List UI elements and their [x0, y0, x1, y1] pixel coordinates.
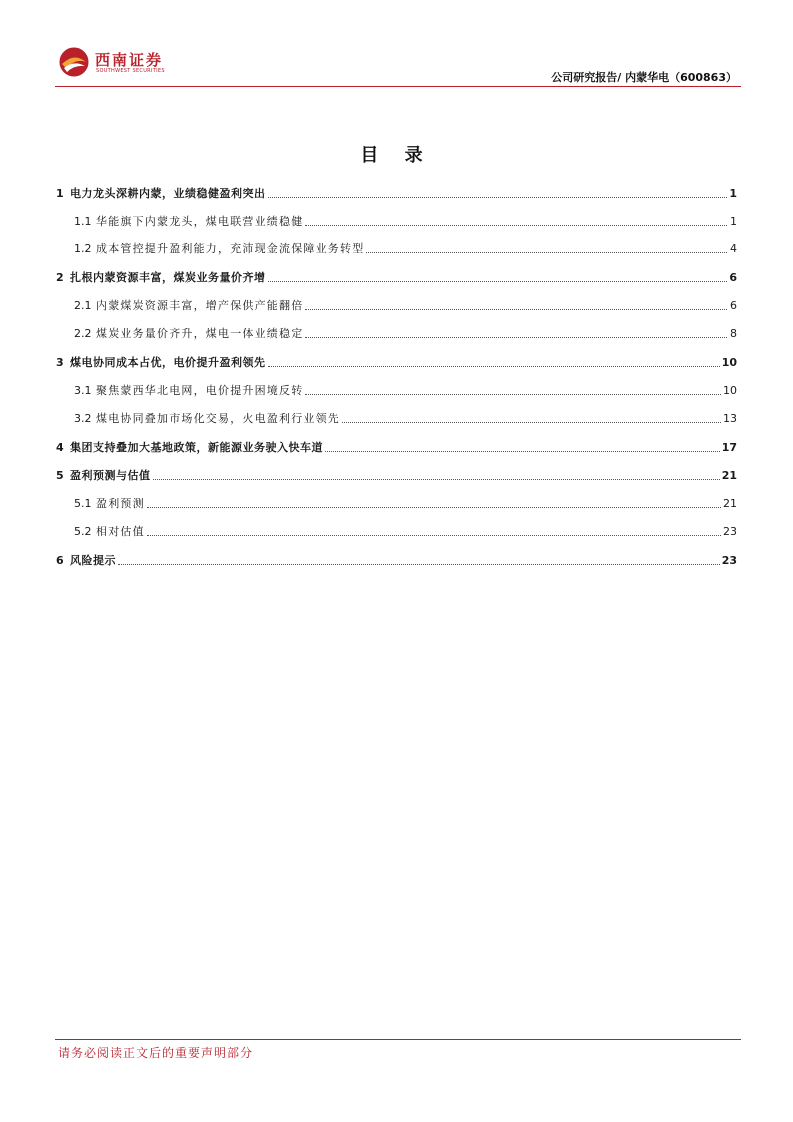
toc-entry-page: 6: [730, 299, 737, 312]
page-header: [0, 0, 793, 90]
toc-entry[interactable]: [56, 382, 737, 398]
toc-entry-page: 4: [730, 242, 737, 255]
toc-heading: 目 录: [360, 145, 433, 166]
toc-dot-leader: [268, 280, 728, 282]
toc-dot-leader: [342, 421, 721, 423]
toc-entry-page: 10: [721, 356, 737, 369]
brand-logo-icon: [58, 46, 90, 78]
toc-entry-title: 相对估值: [96, 525, 145, 538]
toc-entry-title: 聚焦蒙西华北电网，电价提升困境反转: [96, 384, 304, 397]
toc-entry-title: 盈利预测: [96, 497, 145, 510]
toc-entry-number: 5.2: [74, 525, 92, 538]
toc-dot-leader: [147, 534, 721, 536]
toc-entry-title: 盈利预测与估值: [70, 469, 151, 482]
toc-entry-page: 21: [721, 469, 737, 482]
toc-entry-number: 6: [56, 554, 64, 567]
toc-entry-title: 华能旗下内蒙龙头，煤电联营业绩稳健: [96, 215, 304, 228]
toc-entry-page: 23: [721, 554, 737, 567]
brand-name-en: SOUTHWEST SECURITIES: [96, 68, 165, 74]
toc-dot-leader: [305, 308, 727, 310]
toc-dot-leader: [305, 393, 721, 395]
toc-entry-page: 10: [723, 384, 737, 397]
toc-entry-number: 2: [56, 271, 64, 284]
brand-name-cn: 西南证券: [95, 51, 164, 69]
toc-entry-title: 电力龙头深耕内蒙，业绩稳健盈利突出: [70, 187, 266, 200]
toc-entry[interactable]: [56, 240, 737, 256]
toc-entry-title: 风险提示: [70, 554, 116, 567]
toc-dot-leader: [147, 506, 721, 508]
toc-entry-title: 内蒙煤炭资源丰富，增产保供产能翻倍: [96, 299, 304, 312]
toc-dot-leader: [268, 365, 720, 367]
toc-dot-leader: [118, 563, 720, 565]
toc-entry-number: 4: [56, 441, 64, 454]
toc-entry-number: 1.1: [74, 215, 92, 228]
brand-logo: [58, 46, 168, 80]
toc-entry-title: 成本管控提升盈利能力，充沛现金流保障业务转型: [96, 242, 365, 255]
report-title: 公司研究报告/ 内蒙华电（600863）: [551, 71, 737, 84]
toc-entry-title: 煤炭业务量价齐升，煤电一体业绩稳定: [96, 327, 304, 340]
toc-entry[interactable]: [56, 354, 737, 370]
toc-entry-title: 扎根内蒙资源丰富，煤炭业务量价齐增: [70, 271, 266, 284]
toc-entry-title: 煤电协同叠加市场化交易，火电盈利行业领先: [96, 412, 340, 425]
toc-entry[interactable]: [56, 552, 737, 568]
toc-dot-leader: [153, 478, 720, 480]
toc-dot-leader: [268, 196, 728, 198]
toc-entry-title: 煤电协同成本占优，电价提升盈利领先: [70, 356, 266, 369]
toc-entry[interactable]: [56, 467, 737, 483]
footer-divider: [55, 1039, 741, 1040]
toc-entry-page: 21: [723, 497, 737, 510]
toc-entry-number: 5: [56, 469, 64, 482]
toc-entry-title: 集团支持叠加大基地政策，新能源业务驶入快车道: [70, 441, 323, 454]
toc-entry-number: 3.1: [74, 384, 92, 397]
toc-entry-page: 1: [730, 215, 737, 228]
toc-entry[interactable]: [56, 213, 737, 229]
toc-entry-page: 23: [723, 525, 737, 538]
toc-entry-number: 2.2: [74, 327, 92, 340]
toc-entry-number: 3.2: [74, 412, 92, 425]
toc-entry-number: 2.1: [74, 299, 92, 312]
toc-entry-page: 6: [729, 271, 737, 284]
toc-entry[interactable]: [56, 439, 737, 455]
toc-dot-leader: [325, 450, 720, 452]
toc-entry[interactable]: [56, 325, 737, 341]
toc-entry-page: 17: [721, 441, 737, 454]
toc-entry-number: 3: [56, 356, 64, 369]
toc-entry-number: 1.2: [74, 242, 92, 255]
toc-entry-number: 5.1: [74, 497, 92, 510]
toc-entry-page: 1: [729, 187, 737, 200]
toc-entry[interactable]: [56, 269, 737, 285]
toc-entry[interactable]: [56, 185, 737, 201]
toc-entry[interactable]: [56, 523, 737, 539]
toc-entry-page: 13: [723, 412, 737, 425]
toc-entry[interactable]: [56, 297, 737, 313]
header-divider: [55, 86, 741, 87]
toc-entry[interactable]: [56, 410, 737, 426]
toc-entry-number: 1: [56, 187, 64, 200]
toc-dot-leader: [366, 251, 727, 253]
toc-dot-leader: [305, 336, 727, 338]
footer-notice: 请务必阅读正文后的重要声明部分: [58, 1046, 254, 1060]
toc-dot-leader: [305, 224, 727, 226]
toc-entry[interactable]: [56, 495, 737, 511]
toc-entry-page: 8: [730, 327, 737, 340]
